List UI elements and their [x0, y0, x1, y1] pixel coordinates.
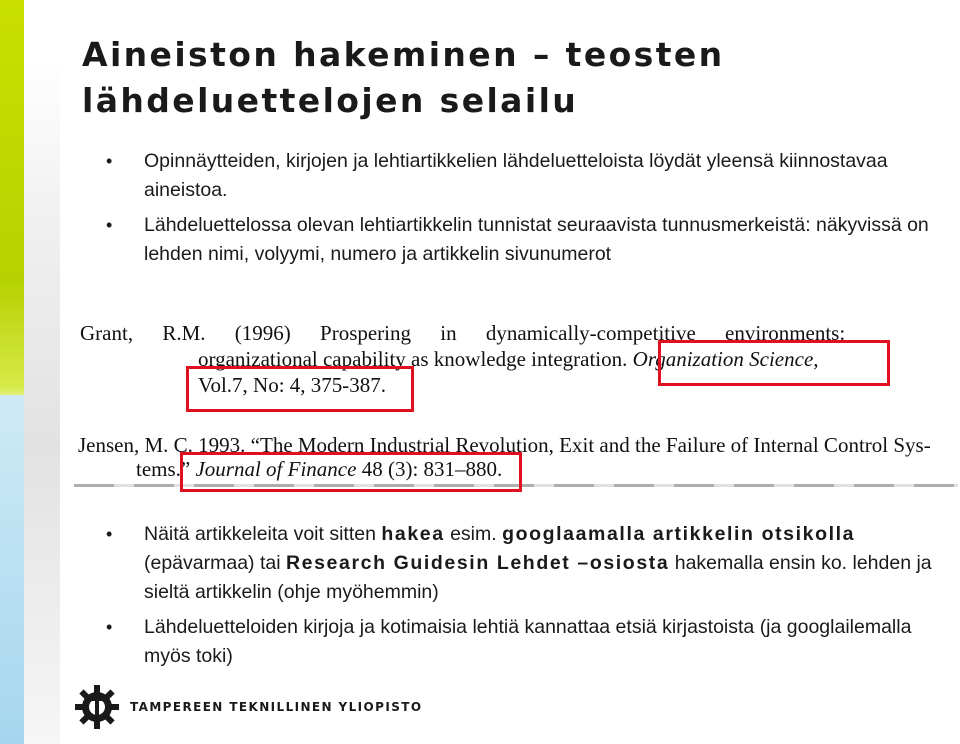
university-name: TAMPEREEN TEKNILLINEN YLIOPISTO	[130, 700, 423, 714]
citation-example-image	[74, 312, 958, 498]
cropped-text-line	[74, 484, 958, 487]
bullet-item: • Lähdeluetteloiden kirjoja ja kotimaisia lehtiä kannattaa etsiä kirjastoista (ja googlailemalla myös toki)	[106, 613, 936, 671]
citation-2-volume: 48 (3): 831–880.	[361, 457, 503, 481]
bullet-item: • Lähdeluettelossa olevan lehtiartikkelin tunnistat seuraavista tunnusmerkeistä: näkyvissä on lehden nimi, volyymi, numero ja artikkelin sivunumerot	[106, 211, 936, 269]
gear-icon	[74, 684, 120, 730]
citation-2-journal: Journal of Finance	[195, 457, 357, 481]
decorative-stripes	[0, 0, 62, 744]
citation-1-line-1: Grant, R.M. (1996) Prospering in dynamically-competitive environments:	[80, 321, 846, 345]
citation-2-line-2: tems.” Journal of Finance 48 (3): 831–880.	[136, 457, 503, 481]
citation-1-line-2: organizational capability as knowledge integration. Organization Science,	[198, 347, 819, 371]
citation-1-volume: Vol.7, No: 4, 375-387.	[198, 373, 387, 397]
title-line-2: lähdeluettelojen selailu	[82, 81, 579, 120]
citation-2-line-1: Jensen, M. C. 1993. “The Modern Industrial Revolution, Exit and the Failure of Internal Control Sys-	[78, 433, 931, 457]
stripe-gray	[24, 0, 60, 744]
bottom-bullet-list	[106, 520, 936, 677]
slide-title	[82, 32, 942, 124]
top-bullet-list	[106, 147, 936, 275]
bullet-item: • Näitä artikkeleita voit sitten hakea esim. googlaamalla artikkelin otsikolla (epävarmaa) tai Research Guidesin Lehdet –osiosta hakemalla ensin ko. lehden ja sieltä artikkelin (ohje myöhemmin)	[106, 520, 936, 607]
stripe-blue	[0, 395, 24, 744]
citation-1-journal: Organization Science,	[632, 347, 819, 371]
bullet-item: • Opinnäytteiden, kirjojen ja lehtiartikkelien lähdeluetteloista löydät yleensä kiinnostavaa aineistoa.	[106, 147, 936, 205]
footer-logo	[74, 684, 474, 732]
title-line-1: Aineiston hakeminen – teosten	[82, 35, 725, 74]
